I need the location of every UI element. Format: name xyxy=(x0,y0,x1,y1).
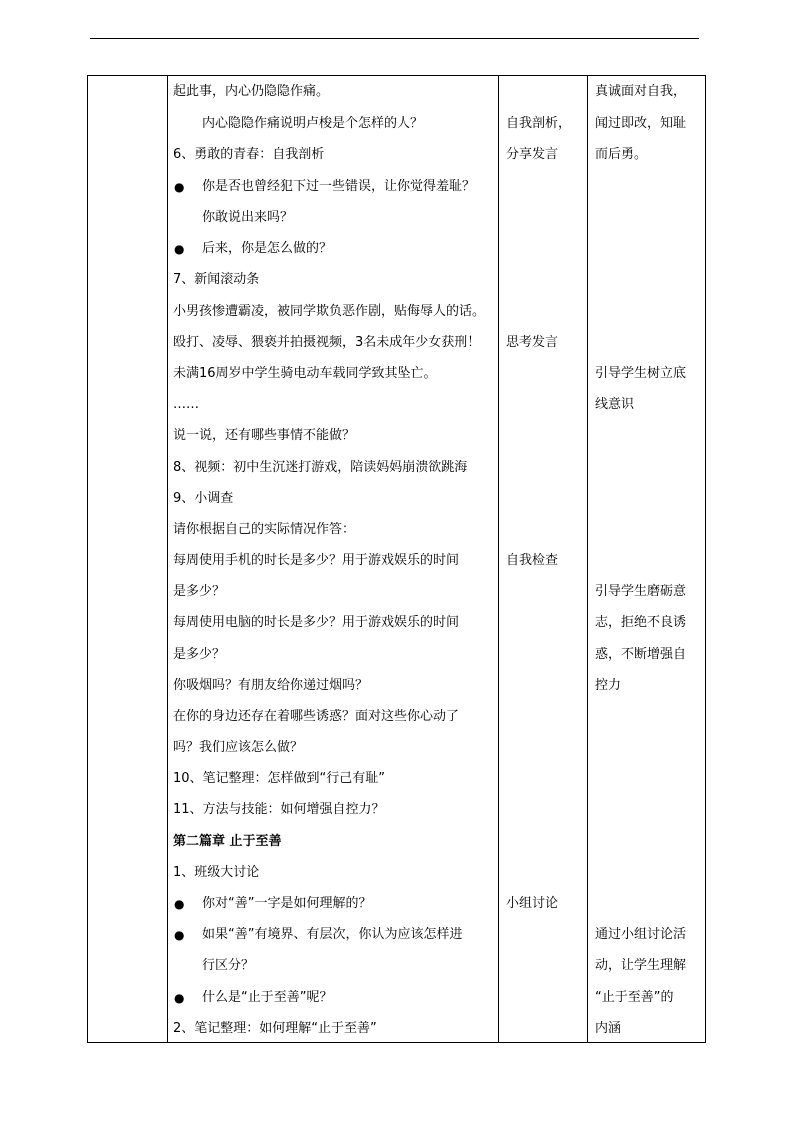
content-line: 起此事，内心仍隐隐作痛。 xyxy=(173,84,330,99)
content-line: 请你根据自己的实际情况作答： xyxy=(173,522,356,537)
content-line: 你吸烟吗？有朋友给你递过烟吗？ xyxy=(173,678,369,693)
content-line: 11、方法与技能：如何增强自控力？ xyxy=(173,802,385,817)
content-line: 6、勇敢的青春：自我剖析 xyxy=(173,147,325,162)
content-line: 每周使用手机的时长是多少？用于游戏娱乐的时间 xyxy=(173,553,460,568)
intent-text: 通过小组讨论活 xyxy=(595,927,687,942)
intent-text: 引导学生树立底 xyxy=(595,366,687,381)
intent-text: 惑，不断增强自 xyxy=(595,647,687,662)
bullet-icon: ● xyxy=(174,928,185,942)
content-line: 7、新闻滚动条 xyxy=(173,272,260,287)
content-line: 每周使用电脑的时长是多少？用于游戏娱乐的时间 xyxy=(173,615,460,630)
activity-text: 自我检查 xyxy=(506,553,559,568)
content-line: 8、视频：初中生沉迷打游戏，陪读妈妈崩溃欲跳海 xyxy=(173,460,468,475)
bullet-icon: ● xyxy=(174,991,185,1005)
content-line: …… xyxy=(173,397,199,412)
content-line: 后来，你是怎么做的？ xyxy=(202,241,333,256)
content-line: 内心隐隐作痛说明卢梭是个怎样的人？ xyxy=(202,116,424,131)
content-line: 10、笔记整理：怎样做到“行己有耻” xyxy=(173,771,386,786)
activity-text: 分享发言 xyxy=(506,147,559,162)
column-divider xyxy=(587,76,588,1042)
content-line: 未满16周岁中学生骑电动车载同学致其坠亡。 xyxy=(173,366,437,381)
column-divider xyxy=(498,76,499,1042)
section-heading: 第二篇章 止于至善 xyxy=(173,834,282,849)
content-line: 吗？我们应该怎么做？ xyxy=(173,740,304,755)
intent-text: 控力 xyxy=(595,678,622,693)
intent-text: 动，让学生理解 xyxy=(595,958,687,973)
activity-text: 自我剖析， xyxy=(506,116,572,131)
intent-text: 而后勇。 xyxy=(595,147,648,162)
content-line: 什么是“止于至善”呢？ xyxy=(202,990,333,1005)
intent-text: 引导学生磨砺意 xyxy=(595,584,687,599)
activity-text: 思考发言 xyxy=(506,335,559,350)
activity-text: 小组讨论 xyxy=(506,896,559,911)
content-line: 是多少？ xyxy=(173,647,226,662)
intent-text: 线意识 xyxy=(595,397,635,412)
content-line: 1、班级大讨论 xyxy=(173,865,260,880)
intent-text: 真诚面对自我， xyxy=(595,84,687,99)
bullet-icon: ● xyxy=(174,897,185,911)
content-line: 在你的身边还存在着哪些诱惑？面对这些你心动了 xyxy=(173,709,460,724)
column-divider xyxy=(167,76,168,1042)
content-line: 如果“善”有境界、有层次，你认为应该怎样进 xyxy=(202,927,463,942)
intent-text: 闻过即改，知耻 xyxy=(595,116,687,131)
content-line: 殴打、凌辱、猥亵并拍摄视频，3名未成年少女获刑！ xyxy=(173,335,481,350)
intent-text: 内涵 xyxy=(595,1021,622,1036)
header-rule xyxy=(90,38,699,39)
content-line: 你敢说出来吗？ xyxy=(202,210,294,225)
content-line: 行区分？ xyxy=(202,958,255,973)
content-line: 是多少？ xyxy=(173,584,226,599)
content-line: 9、小调查 xyxy=(173,491,234,506)
intent-text: “止于至善”的 xyxy=(595,990,674,1005)
content-line: 2、笔记整理：如何理解“止于至善” xyxy=(173,1021,377,1036)
bullet-icon: ● xyxy=(174,180,185,194)
content-line: 你对“善”一字是如何理解的？ xyxy=(202,896,372,911)
bullet-icon: ● xyxy=(174,242,185,256)
content-line: 小男孩惨遭霸凌，被同学欺负恶作剧，贴侮辱人的话。 xyxy=(173,304,486,319)
intent-text: 志，拒绝不良诱 xyxy=(595,615,687,630)
content-line: 说一说，还有哪些事情不能做？ xyxy=(173,428,356,443)
content-line: 你是否也曾经犯下过一些错误，让你觉得羞耻？ xyxy=(202,179,476,194)
